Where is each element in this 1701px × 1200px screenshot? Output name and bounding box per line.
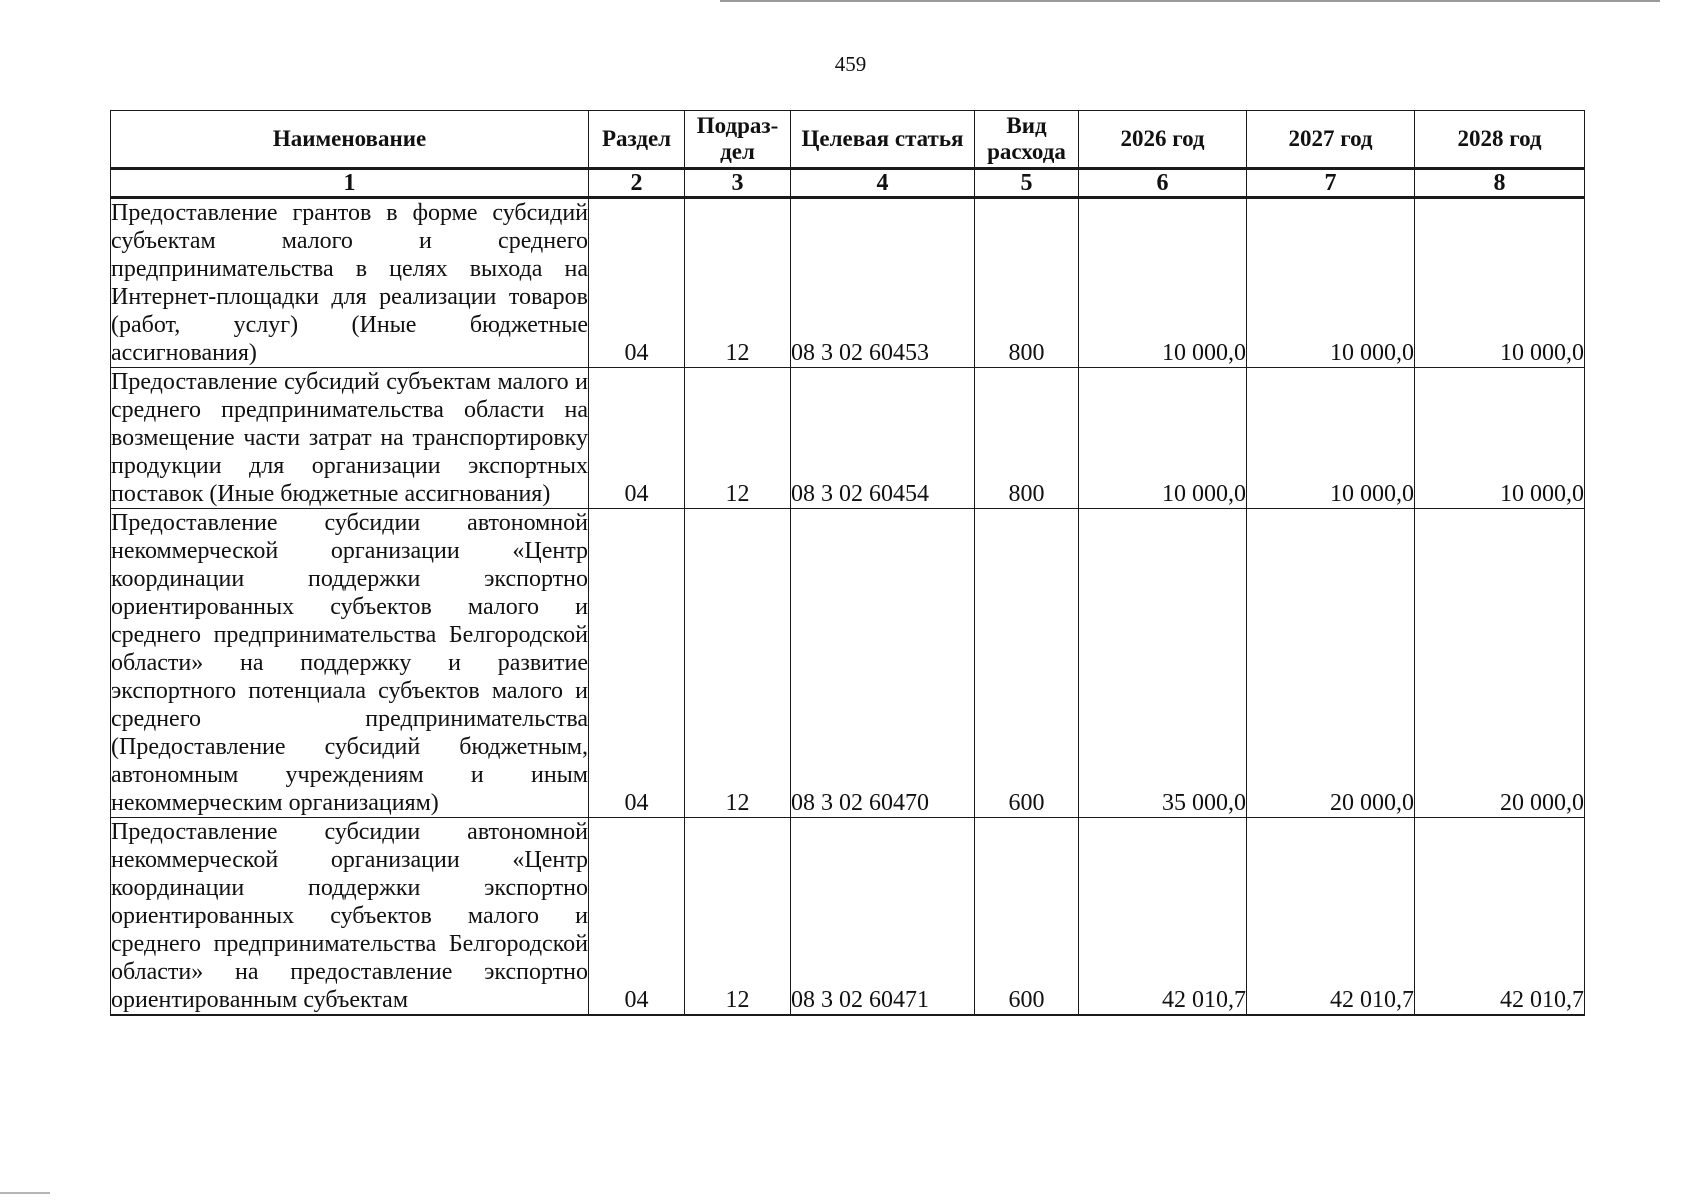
row-amount-2027: 42 010,7 [1247, 818, 1415, 1016]
header-expense-type: Вид расхода [975, 111, 1079, 169]
row-expense-type: 600 [975, 509, 1079, 818]
header-subsection: Подраз-дел [685, 111, 791, 169]
row-section: 04 [589, 368, 685, 509]
row-amount-2027: 10 000,0 [1247, 368, 1415, 509]
scan-edge-mark [0, 1192, 50, 1194]
scan-edge-line [720, 0, 1660, 2]
row-amount-2028: 42 010,7 [1415, 818, 1585, 1016]
row-target: 08 3 02 60470 [791, 509, 975, 818]
header-2026: 2026 год [1079, 111, 1247, 169]
row-amount-2026: 42 010,7 [1079, 818, 1247, 1016]
header-2028: 2028 год [1415, 111, 1585, 169]
row-amount-2028: 10 000,0 [1415, 198, 1585, 368]
row-expense-type: 800 [975, 198, 1079, 368]
column-number: 3 [685, 169, 791, 198]
header-row [111, 111, 1585, 169]
row-name: Предоставление субсидий субъектам малого и среднего предпринимательства области на возмещение части затрат на транспортировку продукции для организации экспортных поставок (Иные бюджетные ассигнования) [111, 369, 588, 507]
row-amount-2027: 10 000,0 [1247, 198, 1415, 368]
row-expense-type: 600 [975, 818, 1079, 1016]
column-number: 7 [1247, 169, 1415, 198]
page-number: 459 [834, 52, 867, 76]
row-subsection: 12 [685, 368, 791, 509]
header-section: Раздел [589, 111, 685, 169]
row-subsection: 12 [685, 509, 791, 818]
row-subsection: 12 [685, 818, 791, 1016]
row-target: 08 3 02 60471 [791, 818, 975, 1016]
column-number: 5 [975, 169, 1079, 198]
row-subsection: 12 [685, 198, 791, 368]
header-target: Целевая статья [791, 111, 975, 169]
budget-table [110, 110, 1585, 1016]
row-name: Предоставление грантов в форме субсидий субъектам малого и среднего предпринимательства в целях выхода на Интернет-площадки для реализации товаров (работ, услуг) (Иные бюджетные ассигнования) [111, 198, 589, 368]
column-number: 6 [1079, 169, 1247, 198]
row-name: Предоставление субсидии автономной некоммерческой организации «Центр координации поддержки экспортно ориентированных субъектов малого и среднего предпринимательства Белгородской области» на предоставление экспортно ориентированным субъектам [111, 819, 588, 1013]
row-amount-2028: 20 000,0 [1415, 509, 1585, 818]
table-row [111, 509, 1585, 818]
row-amount-2028: 10 000,0 [1415, 368, 1585, 509]
header-2027: 2027 год [1247, 111, 1415, 169]
row-section: 04 [589, 198, 685, 368]
row-expense-type: 800 [975, 368, 1079, 509]
table-row [111, 198, 1585, 368]
row-section: 04 [589, 818, 685, 1016]
row-target: 08 3 02 60454 [791, 368, 975, 509]
column-number: 8 [1415, 169, 1585, 198]
column-number-row [111, 169, 1585, 198]
row-amount-2027: 20 000,0 [1247, 509, 1415, 818]
row-target: 08 3 02 60453 [791, 198, 975, 368]
header-name: Наименование [111, 111, 589, 169]
row-amount-2026: 10 000,0 [1079, 368, 1247, 509]
column-number: 1 [111, 169, 589, 198]
row-name: Предоставление субсидии автономной некоммерческой организации «Центр координации поддержки экспортно ориентированных субъектов малого и среднего предпринимательства Белгородской области» на поддержку и развитие экспортного потенциала субъектов малого и среднего предпринимательства (Предоставление субсидий бюджетным, автономным учреждениям и иным некоммерческим организациям) [111, 510, 588, 816]
column-number: 4 [791, 169, 975, 198]
row-section: 04 [589, 509, 685, 818]
row-amount-2026: 35 000,0 [1079, 509, 1247, 818]
table-row [111, 818, 1585, 1016]
row-amount-2026: 10 000,0 [1079, 198, 1247, 368]
table-row [111, 368, 1585, 509]
column-number: 2 [589, 169, 685, 198]
